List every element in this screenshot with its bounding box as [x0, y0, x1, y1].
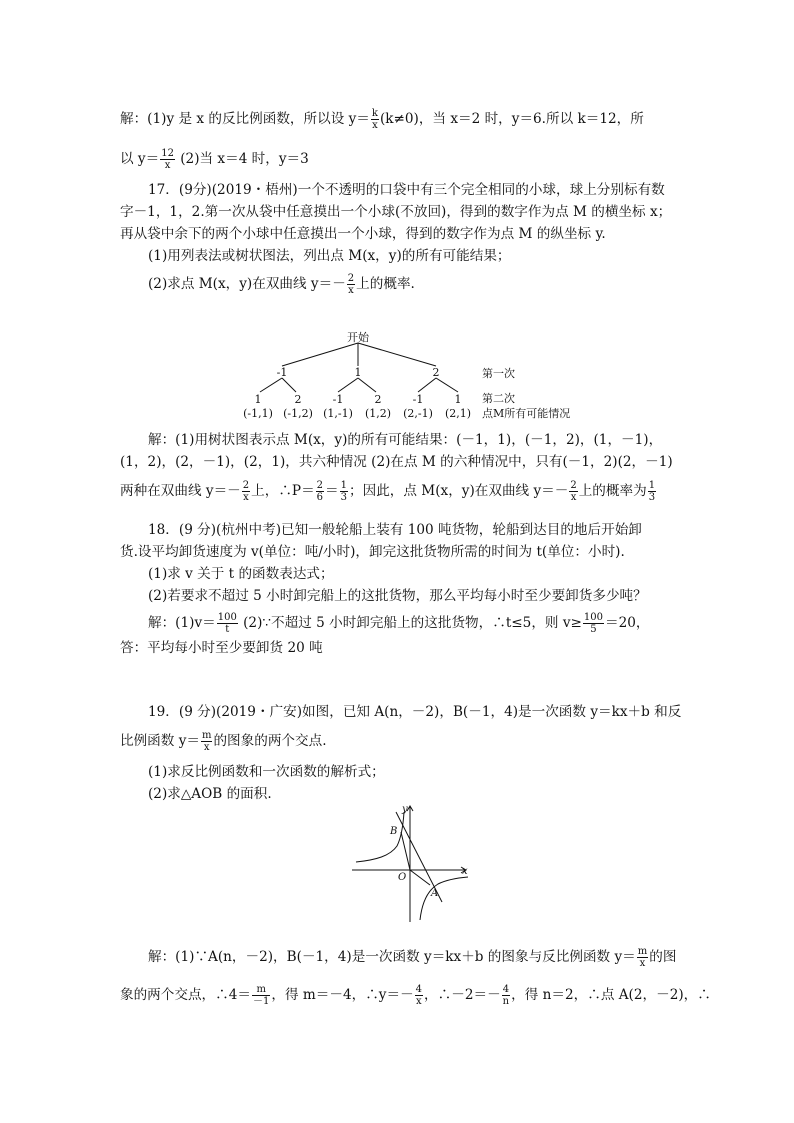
answer-16-line-1 [120, 108, 684, 131]
numerator: 2 [316, 480, 324, 491]
fraction-12-over-x [160, 148, 175, 171]
numerator: m [637, 946, 648, 957]
text: 上的概率. [356, 276, 415, 292]
answer-18-line-2: 答：平均每小时至少要卸货 20 吨 [120, 640, 323, 656]
answer-18-line-1 [148, 612, 684, 635]
denominator: 5 [590, 624, 597, 635]
text: ＝ [325, 483, 339, 499]
question-17-line-3: 再从袋中余下的两个小球中任意摸出一个小球，得到的数字作为点 M 的纵坐标 y. [120, 226, 606, 242]
question-17-line-2: 字－1，1，2.第一次从袋中任意摸出一个小球(不放回)，得到的数字作为点 M 的横坐标 x； [120, 204, 672, 220]
answer-17-line-1: 解：(1)用树状图表示点 M(x，y)的所有可能结果：(－1，1)，(－1，2)，(1，－1)， [148, 432, 663, 448]
tree-pair: (2,-1) [403, 407, 433, 420]
text: 解：(1)y 是 x 的反比例函数，所以设 y＝ [120, 111, 370, 127]
tree-label-second: 第二次 [482, 392, 515, 405]
fraction [252, 984, 270, 1007]
fraction [316, 480, 324, 503]
question-18-part-1: (1)求 v 关于 t 的函数表达式； [148, 566, 334, 582]
numerator: k [371, 108, 378, 119]
point-B-label: B [390, 826, 398, 837]
denominator: x [416, 996, 422, 1007]
numerator: m [252, 984, 270, 996]
denominator: 3 [340, 492, 348, 503]
text: (2)当 x＝4 时，y＝3 [175, 151, 309, 167]
x-axis-label: x [462, 866, 468, 877]
fraction-m-over-x [201, 730, 212, 753]
question-17-part-1: (1)用列表法或树状图法，列出点 M(x，y)的所有可能结果； [148, 248, 511, 264]
numerator: 1 [340, 480, 348, 491]
tree-level1-node: 1 [354, 366, 362, 379]
text: 解：(1)∵A(n，－2)，B(－1，4)是一次函数 y＝kx＋b 的图象与反比例函数 y＝ [148, 949, 636, 965]
answer-17-line-2: (1，2)，(2，－1)，(2，1)，共六种情况 (2)在点 M 的六种情况中，只有(－1，2)(2，－1) [120, 454, 673, 470]
fraction [637, 946, 648, 969]
answer-16-line-2 [120, 148, 684, 171]
tree-label-outcomes: 点M所有可能情况 [482, 407, 571, 420]
numerator: 4 [415, 984, 423, 995]
y-axis-label: y [402, 804, 408, 815]
text: 上的概率为 [578, 483, 647, 499]
text: ，得 n＝2，∴点 A(2，－2)，∴ [511, 987, 711, 1003]
numerator: m [201, 730, 212, 741]
tree-pair: (-1,2) [283, 407, 313, 420]
numerator: 2 [570, 480, 577, 491]
fraction [648, 480, 656, 503]
origin-label: O [398, 872, 407, 883]
question-19-part-1: (1)求反比例函数和一次函数的解析式； [148, 764, 385, 780]
tree-pair: (1,-1) [323, 407, 353, 420]
text: 解：(1)v＝ [148, 615, 216, 631]
denominator: x [243, 492, 249, 503]
tree-level2-node: -1 [332, 393, 344, 406]
answer-19-line-1 [148, 946, 684, 969]
question-17-part-2 [148, 273, 684, 296]
denominator: 3 [648, 492, 656, 503]
tree-root: 开始 [347, 331, 369, 344]
tree-level2-node: 1 [454, 393, 462, 406]
text: ，得 m＝－4，∴y＝－ [271, 987, 414, 1003]
numerator: 4 [502, 984, 510, 995]
tree-level1-node: -1 [276, 366, 288, 379]
text: (k≠0)，当 x＝2 时，y＝6.所以 k＝12，所 [379, 111, 644, 127]
numerator: 12 [161, 148, 174, 159]
numerator: 2 [242, 480, 250, 491]
question-19-line-2 [120, 730, 684, 753]
fraction [217, 612, 238, 635]
text: 的图 [649, 949, 677, 965]
text: (2)求点 M(x，y)在双曲线 y＝－ [148, 276, 346, 292]
text: 比例函数 y＝ [120, 733, 200, 749]
denominator: 6 [316, 492, 324, 503]
answer-17-line-3 [120, 480, 684, 503]
fraction [502, 984, 510, 1007]
fraction [569, 480, 577, 503]
text: ；因此，点 M(x，y)在双曲线 y＝－ [349, 483, 569, 499]
question-18-part-2: (2)若要求不超过 5 小时卸完船上的这批货物，那么平均每小时至少要卸货多少吨？ [148, 588, 647, 604]
denominator: n [502, 996, 510, 1007]
question-17-line-1: 17．(9分)(2019・梧州)一个不透明的口袋中有三个完全相同的小球，球上分别标有数 [148, 182, 665, 198]
denominator: x [372, 120, 378, 131]
tree-level2-node: 1 [254, 393, 262, 406]
tree-pair: (2,1) [444, 407, 472, 420]
tree-level2-node: 2 [374, 393, 382, 406]
fraction-k-over-x [371, 108, 379, 131]
text: ，∴－2＝－ [424, 987, 501, 1003]
denominator: x [164, 160, 171, 171]
hyperbola-branch-upper-left [356, 812, 404, 862]
tree-level1-node: 2 [432, 366, 440, 379]
question-19-part-2: (2)求△AOB 的面积. [148, 786, 272, 802]
text: 两种在双曲线 y＝－ [120, 483, 241, 499]
question-18-line-2: 货.设平均卸货速度为 v(单位：吨/小时)，卸完这批货物所需的时间为 t(单位：小时). [120, 544, 625, 560]
point-A-label: A [431, 888, 439, 899]
text: 上，∴P＝ [251, 483, 315, 499]
tree-pair: (1,2) [364, 407, 392, 420]
denominator: x [639, 958, 646, 969]
question-18-line-1: 18．(9 分)(杭州中考)已知一般轮船上装有 100 吨货物，轮船到达目的地后开始卸 [148, 522, 642, 538]
function-graph [348, 802, 474, 926]
denominator: －1 [253, 996, 270, 1007]
denominator: x [203, 742, 210, 753]
numerator: 2 [347, 273, 355, 284]
text: 象的两个交点，∴4＝ [120, 987, 251, 1003]
tree-level2-node: 2 [294, 393, 302, 406]
text: ＝20， [605, 615, 650, 631]
tree-pair: (-1,1) [243, 407, 273, 420]
fraction [340, 480, 348, 503]
fraction [242, 480, 250, 503]
text: (2)∵不超过 5 小时卸完船上的这批货物，∴t≤5，则 v≥ [238, 615, 582, 631]
answer-19-line-2 [120, 984, 711, 1007]
text: 的图象的两个交点. [213, 733, 327, 749]
denominator: x [570, 492, 577, 503]
numerator: 1 [648, 480, 656, 491]
numerator: 100 [217, 612, 237, 623]
numerator: 100 [583, 612, 604, 623]
fraction [583, 612, 604, 635]
fraction-2-over-x [347, 273, 355, 296]
fraction [415, 984, 423, 1007]
denominator: x [348, 285, 354, 296]
question-19-line-1: 19．(9 分)(2019・广安)如图，已知 A(n，－2)，B(－1，4)是一次函数 y＝kx＋b 和反 [148, 704, 682, 720]
tree-level2-node: -1 [412, 393, 424, 406]
denominator: t [225, 624, 230, 635]
text: 以 y＝ [120, 151, 160, 167]
tree-label-first: 第一次 [482, 367, 515, 380]
tree-diagram [230, 328, 600, 424]
